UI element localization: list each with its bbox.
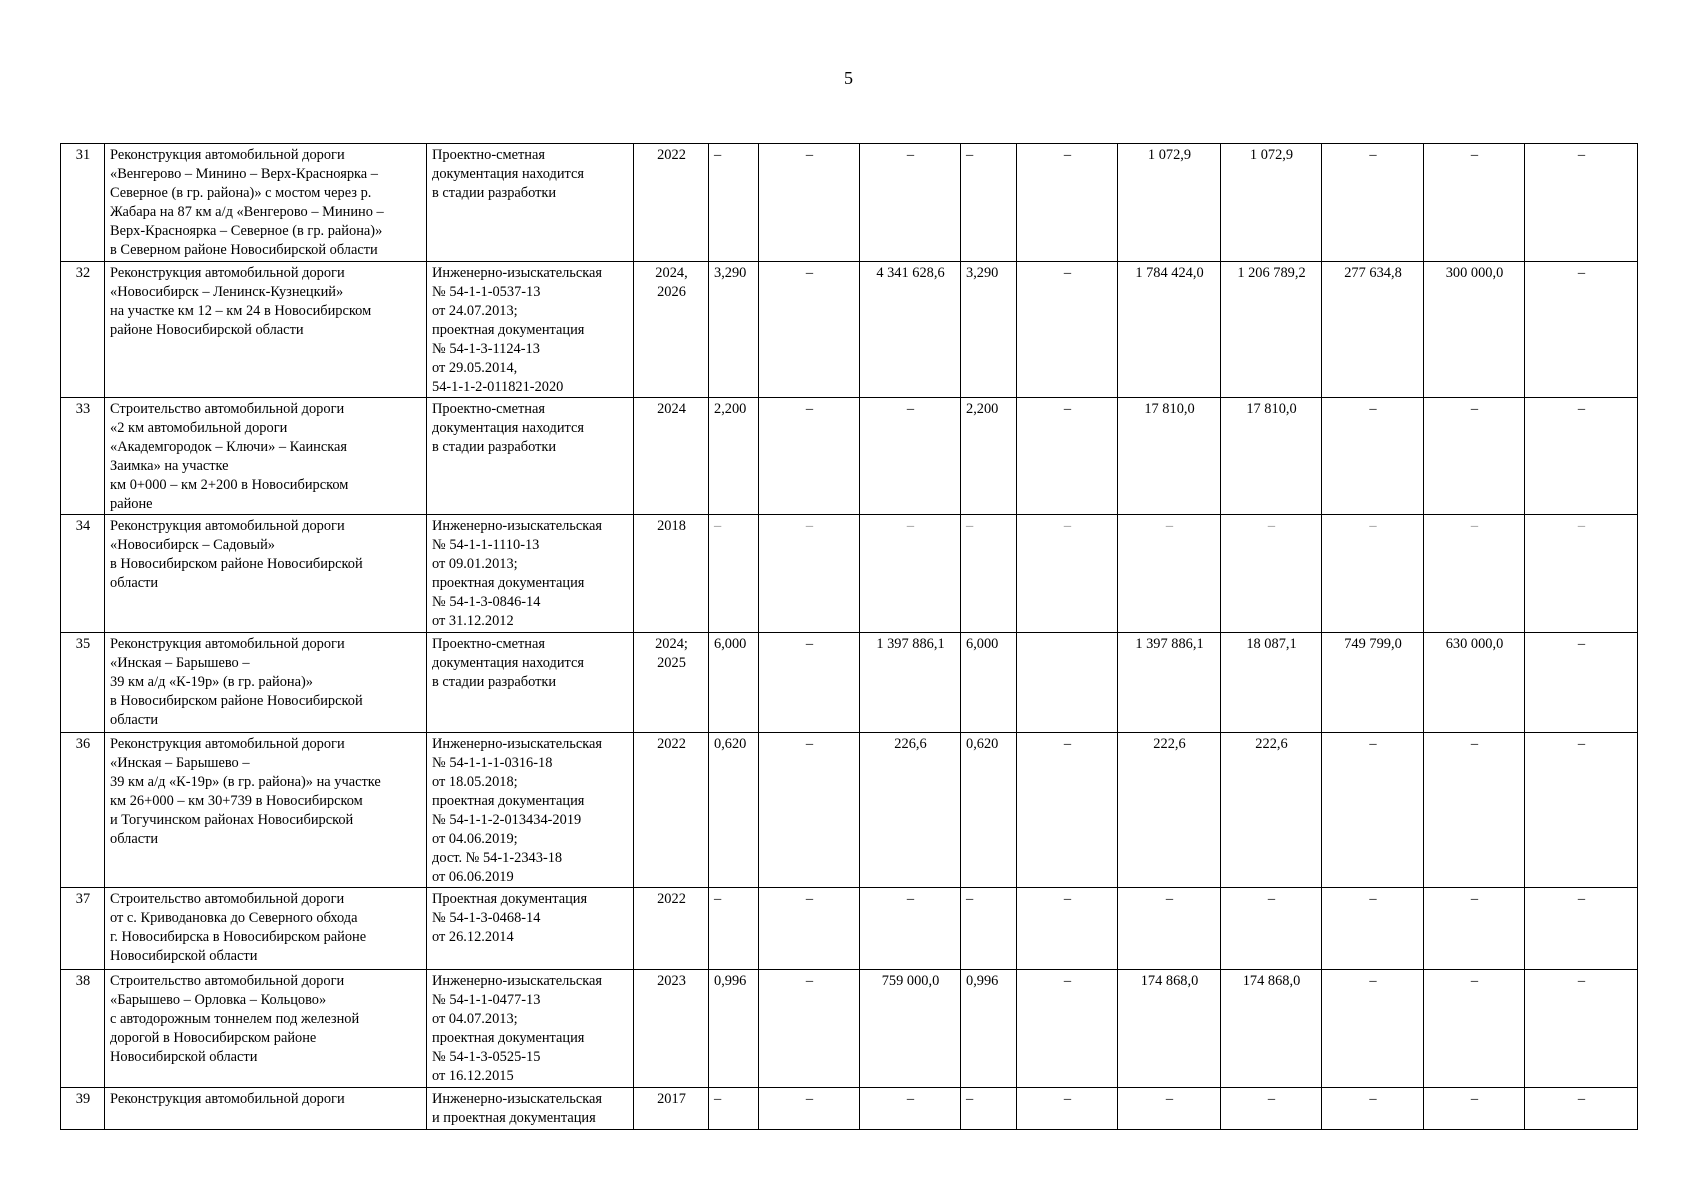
row-number-cell: 32 bbox=[61, 262, 105, 398]
value-col-9-cell: – bbox=[1424, 144, 1525, 262]
value-col-10-cell: – bbox=[1525, 733, 1638, 888]
total-cost-cell: 226,6 bbox=[860, 733, 961, 888]
object-name-cell: Реконструкция автомобильной дороги «Новосибирск – Ленинск-Кузнецкий» на участке км 12 – км 24 в Новосибирском районе Новосибирской области bbox=[105, 262, 427, 398]
year-cell: 2017 bbox=[634, 1088, 709, 1130]
value-col-5-cell: – bbox=[1017, 398, 1118, 515]
total-cost-cell: – bbox=[860, 398, 961, 515]
length-km-cell: 6,000 bbox=[709, 633, 759, 733]
value-col-9-cell: – bbox=[1424, 888, 1525, 970]
value-col-8-cell: 277 634,8 bbox=[1322, 262, 1424, 398]
length-km-cell: – bbox=[709, 888, 759, 970]
length-km-cell: 0,620 bbox=[709, 733, 759, 888]
value-col-6-cell: – bbox=[1118, 888, 1221, 970]
value-col-5-cell: – bbox=[1017, 262, 1118, 398]
value-col-10-cell: – bbox=[1525, 888, 1638, 970]
length-km-cell: 0,996 bbox=[709, 970, 759, 1088]
value-col-10-cell: – bbox=[1525, 1088, 1638, 1130]
table-row bbox=[61, 1088, 1638, 1130]
total-cost-cell: 4 341 628,6 bbox=[860, 262, 961, 398]
length-km-2-cell: 2,200 bbox=[961, 398, 1017, 515]
value-col-7-cell: 1 206 789,2 bbox=[1221, 262, 1322, 398]
object-name-cell: Строительство автомобильной дороги «Барышево – Орловка – Кольцово» с автодорожным тоннелем под железной дорогой в Новосибирском районе Новосибирской области bbox=[105, 970, 427, 1088]
value-col-6-cell: 17 810,0 bbox=[1118, 398, 1221, 515]
value-col-9-cell: – bbox=[1424, 970, 1525, 1088]
total-cost-cell: – bbox=[860, 144, 961, 262]
value-col-8-cell: – bbox=[1322, 888, 1424, 970]
value-col-9-cell: – bbox=[1424, 398, 1525, 515]
row-number-cell: 34 bbox=[61, 515, 105, 633]
value-col-8-cell: – bbox=[1322, 144, 1424, 262]
table-body bbox=[61, 144, 1638, 1130]
object-name-cell: Реконструкция автомобильной дороги bbox=[105, 1088, 427, 1130]
value-col-2-cell: – bbox=[759, 262, 860, 398]
page-number: 5 bbox=[844, 68, 853, 88]
value-col-10-cell: – bbox=[1525, 970, 1638, 1088]
total-cost-cell: 759 000,0 bbox=[860, 970, 961, 1088]
total-cost-cell: – bbox=[860, 1088, 961, 1130]
row-number-cell: 37 bbox=[61, 888, 105, 970]
object-name-cell: Реконструкция автомобильной дороги «Венгерово – Минино – Верх-Красноярка – Северное (в гр. района)» с мостом через р. Жабара на 87 км а/д «Венгерово – Минино – Верх-Красноярка – Северное (в гр. района)» в Северном районе Новосибирской области bbox=[105, 144, 427, 262]
value-col-5-cell: – bbox=[1017, 1088, 1118, 1130]
value-col-7-cell: – bbox=[1221, 888, 1322, 970]
value-col-7-cell: 174 868,0 bbox=[1221, 970, 1322, 1088]
length-km-cell: 3,290 bbox=[709, 262, 759, 398]
value-col-9-cell: – bbox=[1424, 733, 1525, 888]
value-col-7-cell: – bbox=[1221, 515, 1322, 633]
year-cell: 2022 bbox=[634, 888, 709, 970]
value-col-8-cell: – bbox=[1322, 515, 1424, 633]
value-col-6-cell: 1 784 424,0 bbox=[1118, 262, 1221, 398]
row-number-cell: 35 bbox=[61, 633, 105, 733]
value-col-2-cell: – bbox=[759, 633, 860, 733]
value-col-10-cell: – bbox=[1525, 262, 1638, 398]
value-col-7-cell: – bbox=[1221, 1088, 1322, 1130]
table-row bbox=[61, 515, 1638, 633]
value-col-6-cell: 174 868,0 bbox=[1118, 970, 1221, 1088]
length-km-2-cell: – bbox=[961, 515, 1017, 633]
length-km-cell: – bbox=[709, 1088, 759, 1130]
documentation-cell: Инженерно-изыскательская № 54-1-1-1-0316-18 от 18.05.2018; проектная документация № 54-1-1-2-013434-2019 от 04.06.2019; дост. № 54-1-2343-18 от 06.06.2019 bbox=[427, 733, 634, 888]
value-col-7-cell: 222,6 bbox=[1221, 733, 1322, 888]
value-col-8-cell: – bbox=[1322, 733, 1424, 888]
documentation-cell: Проектно-сметная документация находится в стадии разработки bbox=[427, 144, 634, 262]
table-row bbox=[61, 262, 1638, 398]
year-cell: 2024, 2026 bbox=[634, 262, 709, 398]
value-col-8-cell: – bbox=[1322, 1088, 1424, 1130]
documentation-cell: Инженерно-изыскательская и проектная документация bbox=[427, 1088, 634, 1130]
value-col-8-cell: – bbox=[1322, 398, 1424, 515]
table-row bbox=[61, 398, 1638, 515]
documentation-cell: Проектная документация № 54-1-3-0468-14 от 26.12.2014 bbox=[427, 888, 634, 970]
documentation-cell: Проектно-сметная документация находится в стадии разработки bbox=[427, 633, 634, 733]
year-cell: 2024 bbox=[634, 398, 709, 515]
year-cell: 2022 bbox=[634, 144, 709, 262]
documentation-cell: Инженерно-изыскательская № 54-1-1-1110-13 от 09.01.2013; проектная документация № 54-1-3-0846-14 от 31.12.2012 bbox=[427, 515, 634, 633]
row-number-cell: 33 bbox=[61, 398, 105, 515]
value-col-2-cell: – bbox=[759, 144, 860, 262]
value-col-10-cell: – bbox=[1525, 633, 1638, 733]
value-col-8-cell: – bbox=[1322, 970, 1424, 1088]
value-col-5-cell: – bbox=[1017, 733, 1118, 888]
value-col-7-cell: 17 810,0 bbox=[1221, 398, 1322, 515]
table-row bbox=[61, 633, 1638, 733]
value-col-8-cell: 749 799,0 bbox=[1322, 633, 1424, 733]
value-col-5-cell: – bbox=[1017, 515, 1118, 633]
value-col-6-cell: 222,6 bbox=[1118, 733, 1221, 888]
object-name-cell: Строительство автомобильной дороги от с. Криводановка до Северного обхода г. Новосибирска в Новосибирском районе Новосибирской области bbox=[105, 888, 427, 970]
table-row bbox=[61, 970, 1638, 1088]
value-col-5-cell: – bbox=[1017, 970, 1118, 1088]
table-row bbox=[61, 733, 1638, 888]
row-number-cell: 38 bbox=[61, 970, 105, 1088]
object-name-cell: Реконструкция автомобильной дороги «Инская – Барышево – 39 км а/д «К-19р» (в гр. района)» в Новосибирском районе Новосибирской области bbox=[105, 633, 427, 733]
value-col-2-cell: – bbox=[759, 733, 860, 888]
value-col-5-cell bbox=[1017, 633, 1118, 733]
length-km-2-cell: – bbox=[961, 888, 1017, 970]
value-col-6-cell: 1 072,9 bbox=[1118, 144, 1221, 262]
value-col-5-cell: – bbox=[1017, 888, 1118, 970]
documentation-cell: Инженерно-изыскательская № 54-1-1-0537-13 от 24.07.2013; проектная документация № 54-1-3-1124-13 от 29.05.2014, 54-1-1-2-011821-2020 bbox=[427, 262, 634, 398]
length-km-2-cell: 3,290 bbox=[961, 262, 1017, 398]
value-col-2-cell: – bbox=[759, 1088, 860, 1130]
year-cell: 2024; 2025 bbox=[634, 633, 709, 733]
value-col-9-cell: 630 000,0 bbox=[1424, 633, 1525, 733]
value-col-6-cell: – bbox=[1118, 515, 1221, 633]
documentation-cell: Проектно-сметная документация находится в стадии разработки bbox=[427, 398, 634, 515]
total-cost-cell: – bbox=[860, 515, 961, 633]
table-row bbox=[61, 144, 1638, 262]
value-col-9-cell: – bbox=[1424, 1088, 1525, 1130]
value-col-9-cell: 300 000,0 bbox=[1424, 262, 1525, 398]
table-row bbox=[61, 888, 1638, 970]
value-col-6-cell: – bbox=[1118, 1088, 1221, 1130]
value-col-2-cell: – bbox=[759, 515, 860, 633]
value-col-6-cell: 1 397 886,1 bbox=[1118, 633, 1221, 733]
value-col-2-cell: – bbox=[759, 888, 860, 970]
value-col-7-cell: 18 087,1 bbox=[1221, 633, 1322, 733]
objects-table bbox=[60, 143, 1638, 1130]
value-col-2-cell: – bbox=[759, 970, 860, 1088]
documentation-cell: Инженерно-изыскательская № 54-1-1-0477-13 от 04.07.2013; проектная документация № 54-1-3-0525-15 от 16.12.2015 bbox=[427, 970, 634, 1088]
length-km-2-cell: 0,996 bbox=[961, 970, 1017, 1088]
value-col-2-cell: – bbox=[759, 398, 860, 515]
value-col-9-cell: – bbox=[1424, 515, 1525, 633]
length-km-cell: – bbox=[709, 515, 759, 633]
length-km-cell: 2,200 bbox=[709, 398, 759, 515]
value-col-10-cell: – bbox=[1525, 144, 1638, 262]
length-km-cell: – bbox=[709, 144, 759, 262]
length-km-2-cell: – bbox=[961, 144, 1017, 262]
length-km-2-cell: – bbox=[961, 1088, 1017, 1130]
value-col-10-cell: – bbox=[1525, 398, 1638, 515]
value-col-10-cell: – bbox=[1525, 515, 1638, 633]
total-cost-cell: 1 397 886,1 bbox=[860, 633, 961, 733]
row-number-cell: 31 bbox=[61, 144, 105, 262]
year-cell: 2023 bbox=[634, 970, 709, 1088]
value-col-5-cell: – bbox=[1017, 144, 1118, 262]
object-name-cell: Реконструкция автомобильной дороги «Инская – Барышево – 39 км а/д «К-19р» (в гр. района)» на участке км 26+000 – км 30+739 в Новосибирском и Тогучинском районах Новосибирской области bbox=[105, 733, 427, 888]
object-name-cell: Реконструкция автомобильной дороги «Новосибирск – Садовый» в Новосибирском районе Новосибирской области bbox=[105, 515, 427, 633]
total-cost-cell: – bbox=[860, 888, 961, 970]
row-number-cell: 36 bbox=[61, 733, 105, 888]
length-km-2-cell: 0,620 bbox=[961, 733, 1017, 888]
year-cell: 2022 bbox=[634, 733, 709, 888]
value-col-7-cell: 1 072,9 bbox=[1221, 144, 1322, 262]
year-cell: 2018 bbox=[634, 515, 709, 633]
row-number-cell: 39 bbox=[61, 1088, 105, 1130]
length-km-2-cell: 6,000 bbox=[961, 633, 1017, 733]
object-name-cell: Строительство автомобильной дороги «2 км автомобильной дороги «Академгородок – Ключи» – Каинская Заимка» на участке км 0+000 – км 2+200 в Новосибирском районе bbox=[105, 398, 427, 515]
